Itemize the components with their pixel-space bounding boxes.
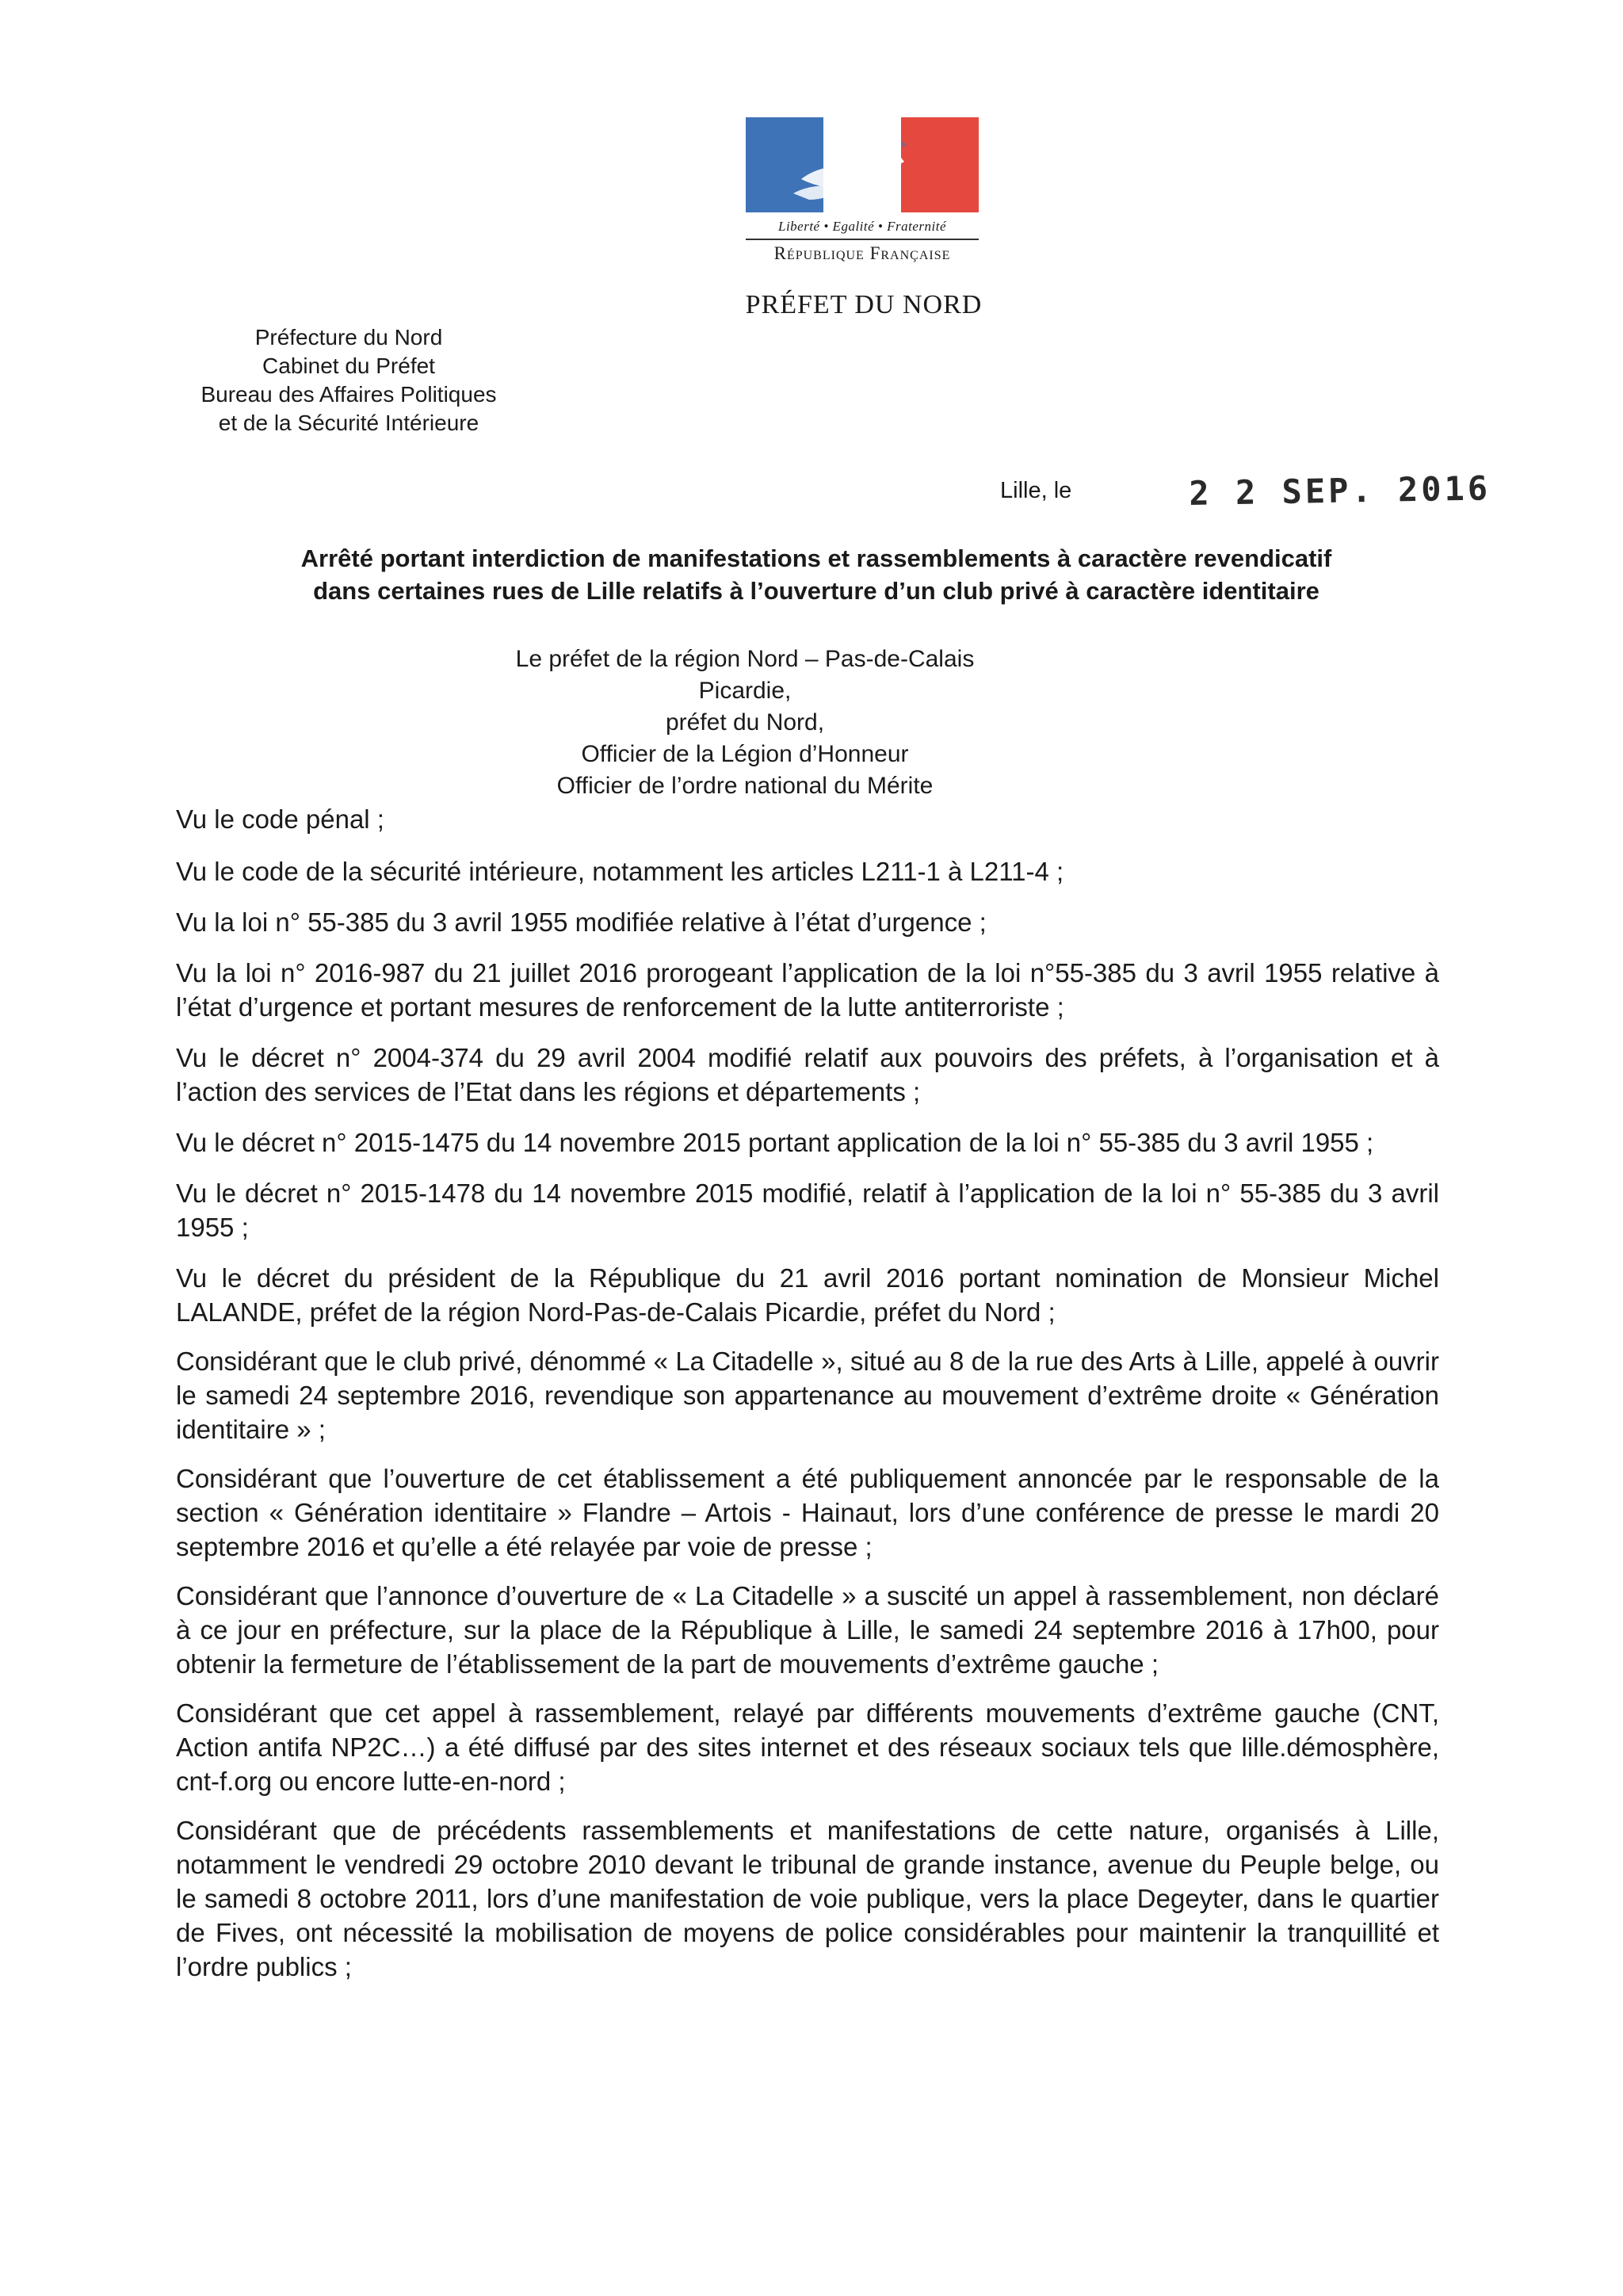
- marianne-profile-icon: [746, 117, 979, 212]
- decree-title-line: dans certaines rues de Lille relatifs à l’ouverture d’un club privé à caractère identitaire: [313, 577, 1319, 605]
- clause: Considérant que cet appel à rassemblement, relayé par différents mouvements d’extrême gauche (CNT, Action antifa NP2C…) a été diffusé par des sites internet et des réseaux sociaux tels que lille.démosphère, cnt-f.org ou encore lutte-en-nord ;: [176, 1698, 1439, 1796]
- issuer-line: Cabinet du Préfet: [262, 353, 435, 378]
- clause: Vu le code de la sécurité intérieure, notamment les articles L211-1 à L211-4 ;: [176, 857, 1064, 886]
- clause: Vu le décret n° 2004-374 du 29 avril 2004 modifié relatif aux pouvoirs des préfets, à l’organisation et à l’action des services de l’Etat dans les régions et départements ;: [176, 1043, 1439, 1106]
- decree-title: [174, 542, 1458, 607]
- date-stamp: 2 2 SEP. 2016: [1189, 468, 1491, 513]
- issuer-block: [158, 323, 539, 437]
- authority-line: préfet du Nord,: [665, 709, 825, 735]
- clause: Vu le décret n° 2015-1475 du 14 novembre 2015 portant application de la loi n° 55-385 du 3 avril 1955 ;: [176, 1128, 1374, 1157]
- clause: Vu la loi n° 55-385 du 3 avril 1955 modifiée relative à l’état d’urgence ;: [176, 907, 987, 937]
- logo-divider: [746, 239, 979, 240]
- decree-title-line: Arrêté portant interdiction de manifestations et rassemblements à caractère revendicatif: [300, 544, 1332, 572]
- clause: Considérant que l’annonce d’ouverture de « La Citadelle » a suscité un appel à rassemblement, non déclaré à ce jour en préfecture, sur la place de la République à Lille, le samedi 24 septembre 2016 à 17h00, pour obtenir la fermeture de l’établissement de la part de mouvements d’extrême gauche ;: [176, 1581, 1439, 1679]
- authority-line: Officier de la Légion d’Honneur: [581, 741, 909, 767]
- clauses-list: [176, 802, 1439, 1984]
- date-place: Lille, le: [1000, 478, 1072, 503]
- republic-label: République Française: [773, 243, 951, 263]
- motto: Liberté • Egalité • Fraternité: [778, 219, 946, 234]
- clause: Vu le décret du président de la République du 21 avril 2016 portant nomination de Monsieur Michel LALANDE, préfet de la région Nord-Pas-de-Calais Picardie, préfet du Nord ;: [176, 1263, 1439, 1327]
- clause: Considérant que de précédents rassemblements et manifestations de cette nature, organisés à Lille, notamment le vendredi 29 octobre 2010 devant le tribunal de grande instance, avenue du Peuple belge, ou le samedi 8 octobre 2011, lors d’une manifestation de voie publique, vers la place Degeyter, dans le quartier de Fives, ont nécessité la mobilisation de moyens de police considérables pour maintenir la tranquillité et l’ordre publics ;: [176, 1816, 1439, 1981]
- issuer-line: et de la Sécurité Intérieure: [218, 411, 479, 435]
- marianne-logo: [746, 117, 979, 264]
- clause: Considérant que l’ouverture de cet établissement a été publiquement annoncée par le responsable de la section « Génération identitaire » Flandre – Artois - Hainaut, lors d’une conférence de presse le mardi 20 septembre 2016 et qu’elle a été relayée par voie de presse ;: [176, 1464, 1439, 1561]
- prefet-heading: PRÉFET DU NORD: [745, 290, 983, 319]
- tricolor-flag: [746, 117, 979, 212]
- authority-line: Officier de l’ordre national du Mérite: [556, 773, 934, 799]
- clause: Vu le code pénal ;: [176, 804, 384, 834]
- authority-block: [475, 644, 1014, 802]
- issuer-line: Préfecture du Nord: [254, 325, 443, 350]
- authority-line: Le préfet de la région Nord – Pas-de-Calais Picardie,: [515, 646, 975, 704]
- clause: Considérant que le club privé, dénommé « La Citadelle », situé au 8 de la rue des Arts à Lille, appelé à ouvrir le samedi 24 septembre 2016, revendique son appartenance au mouvement d’extrême droite « Génération identitaire » ;: [176, 1347, 1439, 1444]
- clause: Vu la loi n° 2016-987 du 21 juillet 2016 prorogeant l’application de la loi n°55-385 du 3 avril 1955 relative à l’état d’urgence et portant mesures de renforcement de la lutte antiterroriste ;: [176, 958, 1439, 1022]
- clause: Vu le décret n° 2015-1478 du 14 novembre 2015 modifié, relatif à l’application de la loi n° 55-385 du 3 avril 1955 ;: [176, 1179, 1439, 1242]
- issuer-line: Bureau des Affaires Politiques: [200, 382, 497, 407]
